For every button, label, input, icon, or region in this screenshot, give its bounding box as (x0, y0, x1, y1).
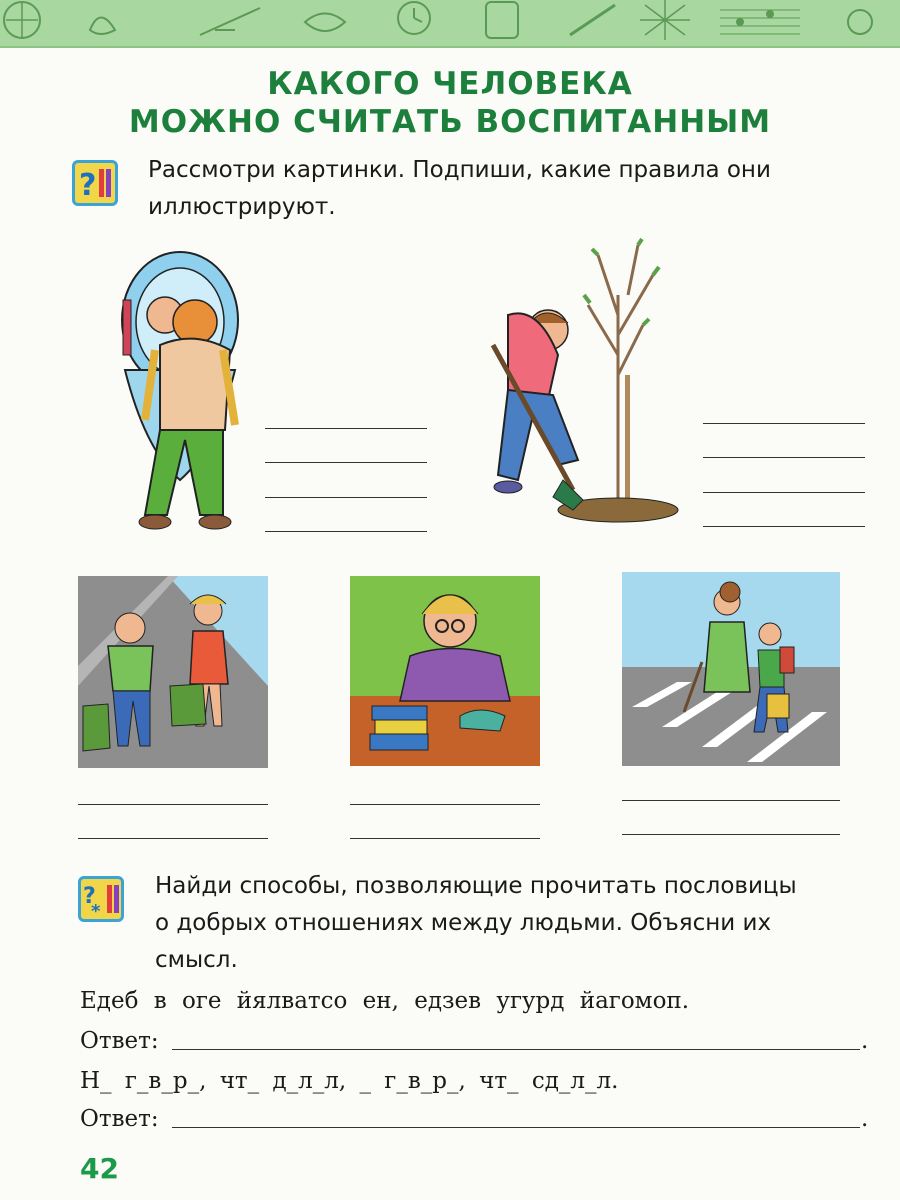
answer-line[interactable] (78, 804, 268, 805)
illustration-carrying-bags (78, 576, 268, 768)
svg-text:?: ? (79, 168, 97, 203)
answer-period: . (861, 1028, 869, 1054)
proverb-2: Н_ г_в_р_, чт_ д_л_л, _ г_в_р_, чт_ сд_л_л. (80, 1068, 619, 1094)
svg-text:?: ? (83, 884, 96, 909)
answer-line[interactable] (265, 428, 427, 429)
illustration-crossing-road (622, 572, 840, 766)
answer-line-1[interactable] (172, 1049, 860, 1050)
answer-line[interactable] (703, 457, 865, 458)
svg-text:*: * (91, 901, 101, 919)
answer-period: . (861, 1106, 869, 1132)
answer-line[interactable] (703, 526, 865, 527)
task2-line1: Найди способы, позволяющие прочитать пословицы (155, 873, 797, 899)
answer-line[interactable] (265, 462, 427, 463)
header-band (0, 0, 900, 48)
illustration-mirror-boy (105, 250, 255, 535)
task2-instruction (155, 868, 865, 979)
answer-line[interactable] (703, 492, 865, 493)
answer-line[interactable] (350, 804, 540, 805)
question-pencil-icon (72, 160, 118, 206)
answer-line[interactable] (703, 423, 865, 424)
answer-line[interactable] (622, 834, 840, 835)
answer-line[interactable] (78, 838, 268, 839)
task2-line3: смысл. (155, 947, 238, 973)
task1-instruction (148, 152, 864, 226)
answer-label-2: Ответ: (80, 1106, 159, 1132)
answer-line[interactable] (265, 531, 427, 532)
answer-label-1: Ответ: (80, 1028, 159, 1054)
task1-line2: иллюстрируют. (148, 194, 336, 220)
proverb-1: Едеб в оге йялватсо ен, едзев угурд йагомоп. (80, 988, 690, 1014)
illustration-planting-tree (478, 235, 688, 525)
page-title-line2: МОЖНО СЧИТАТЬ ВОСПИТАННЫМ (128, 104, 772, 140)
answer-line-2[interactable] (172, 1127, 860, 1128)
illustration-tidying-books (350, 576, 540, 766)
answer-line[interactable] (350, 838, 540, 839)
decorative-icons (0, 0, 900, 46)
page-title-line1: КАКОГО ЧЕЛОВЕКА (267, 66, 633, 102)
question-star-pencil-icon (78, 876, 124, 922)
task2-line2: о добрых отношениях между людьми. Объясни их (155, 910, 772, 936)
task1-line1: Рассмотри картинки. Подпиши, какие правила они (148, 157, 771, 183)
answer-line[interactable] (622, 800, 840, 801)
answer-line[interactable] (265, 497, 427, 498)
page-number: 42 (80, 1152, 119, 1185)
